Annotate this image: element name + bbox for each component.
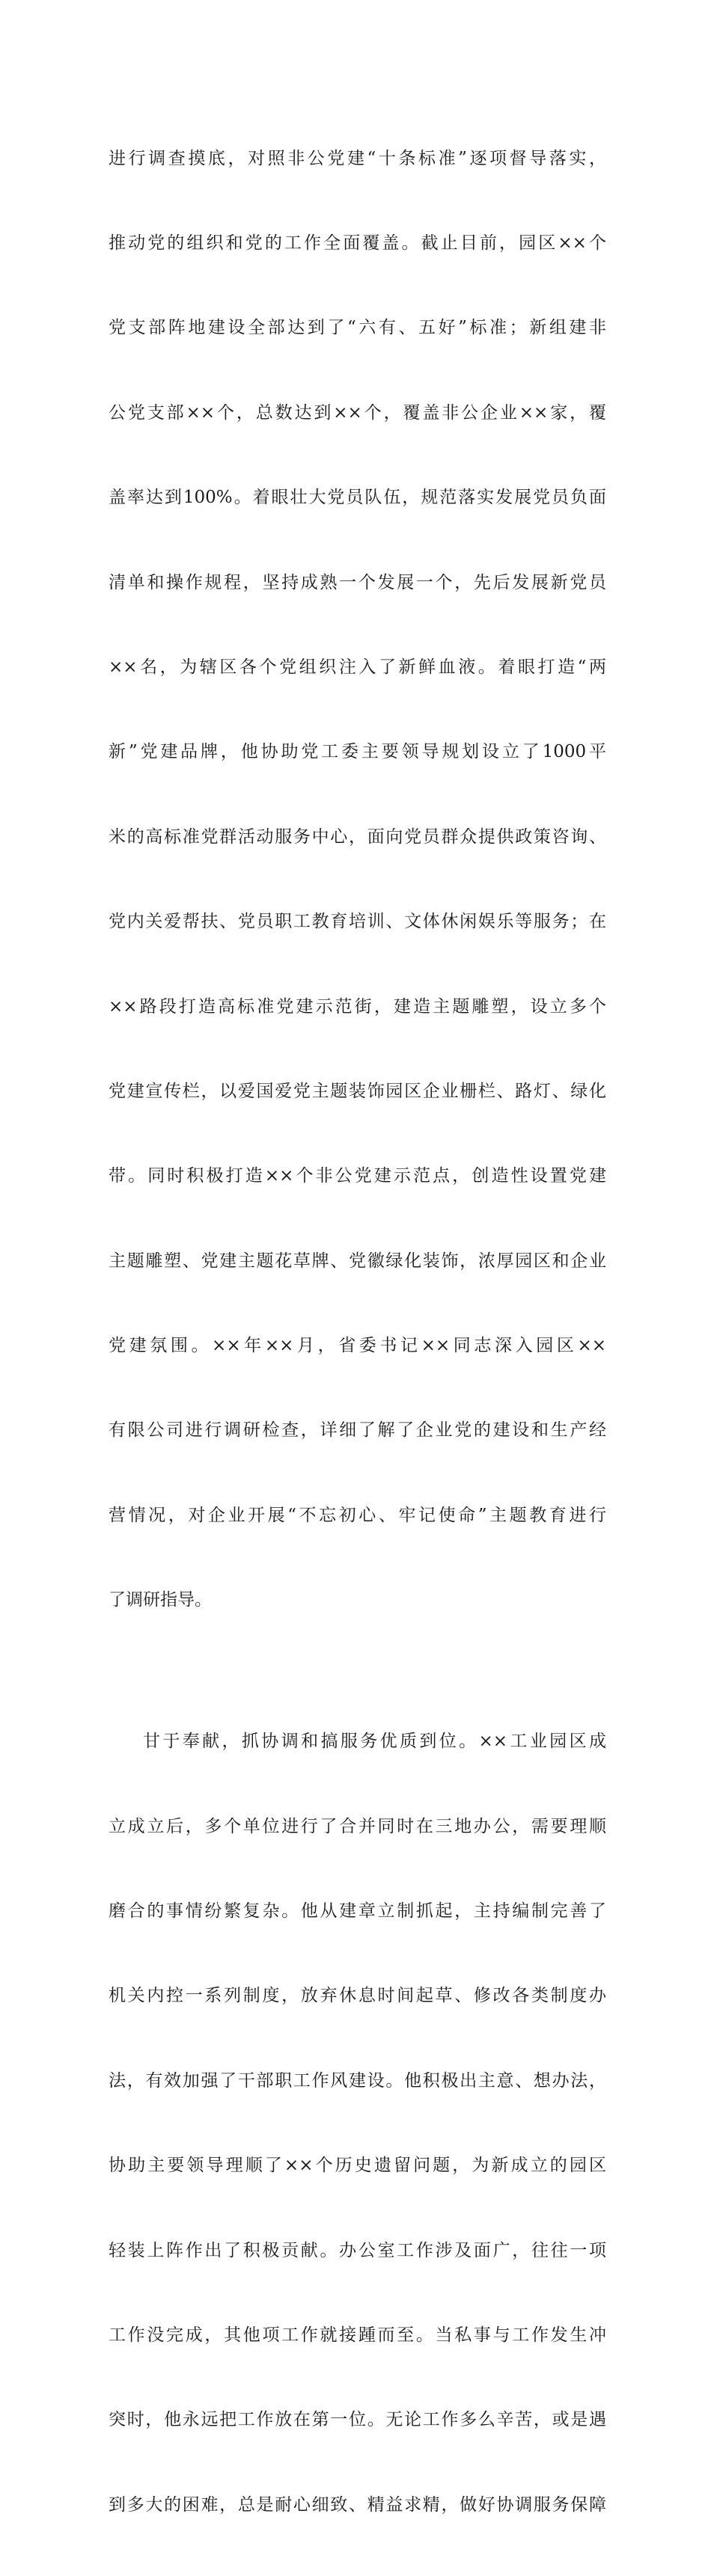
text-line: 甘于奉献，抓协调和搞服务优质到位。××工业园区成 <box>143 1732 606 1752</box>
text-line: 营情况，对企业开展“不忘初心、牢记使命”主题教育进行 <box>109 1505 606 1525</box>
text-line: ××名，为辖区各个党组织注入了新鲜血液。着眼打造“两 <box>109 657 606 677</box>
text-line: 党内关爱帮扶、党员职工教育培训、文体休闲娱乐等服务；在 <box>109 912 606 932</box>
text-line: 协助主要领导理顺了××个历史遗留问题，为新成立的园区 <box>109 2156 606 2176</box>
text-line: 党支部阵地建设全部达到了“六有、五好”标准；新组建非 <box>109 318 606 338</box>
text-line: 法，有效加强了干部职工作风建设。他积极出主意、想办法， <box>109 2070 606 2091</box>
text-line: 党建宣传栏，以爱国爱党主题装饰园区企业栅栏、路灯、绿化 <box>109 1081 606 1101</box>
text-line: 盖率达到100%。着眼壮大党员队伍，规范落实发展党员负面 <box>109 488 606 508</box>
text-line: 米的高标准党群活动服务中心，面向党员群众提供政策咨询、 <box>109 827 606 847</box>
text-line: 工作没完成，其他项工作就接踵而至。当私事与工作发生冲 <box>109 2325 606 2345</box>
paragraph-2 <box>109 1672 606 2576</box>
text-line: 党建氛围。××年××月，省委书记××同志深入园区×× <box>109 1336 606 1356</box>
text-line: 机关内控一系列制度，放弃休息时间起草、修改各类制度办 <box>109 1986 606 2006</box>
paragraph-1 <box>109 88 606 1672</box>
text-line: 带。同时积极打造××个非公党建示范点，创造性设置党建 <box>109 1166 606 1186</box>
text-line: 轻装上阵作出了积极贡献。办公室工作涉及面广，往往一项 <box>109 2240 606 2260</box>
text-line: 突时，他永远把工作放在第一位。无论工作多么辛苦，或是遇 <box>109 2410 606 2430</box>
text-line: 清单和操作规程，坚持成熟一个发展一个，先后发展新党员 <box>109 572 606 592</box>
text-line: 有限公司进行调研检查，详细了解了企业党的建设和生产经 <box>109 1420 606 1441</box>
document-body <box>109 88 606 2576</box>
text-line: 推动党的组织和党的工作全面覆盖。截止目前，园区××个 <box>109 233 606 253</box>
text-line: 公党支部××个，总数达到××个，覆盖非公企业××家，覆 <box>109 402 606 423</box>
text-line: 到多大的困难，总是耐心细致、精益求精，做好协调服务保障 <box>109 2494 606 2515</box>
text-line: 主题雕塑、党建主题花草牌、党徽绿化装饰，浓厚园区和企业 <box>109 1251 606 1271</box>
text-line: 立成立后，多个单位进行了合并同时在三地办公，需要理顺 <box>109 1816 606 1836</box>
text-line: 磨合的事情纷繁复杂。他从建章立制抓起，主持编制完善了 <box>109 1901 606 1921</box>
text-line: 新”党建品牌，他协助党工委主要领导规划设立了1000平 <box>109 742 606 762</box>
text-line: 了调研指导。 <box>109 1590 212 1610</box>
text-line: 进行调查摸底，对照非公党建“十条标准”逐项督导落实， <box>109 148 606 168</box>
text-line: ××路段打造高标准党建示范街，建造主题雕塑，设立多个 <box>109 996 606 1016</box>
